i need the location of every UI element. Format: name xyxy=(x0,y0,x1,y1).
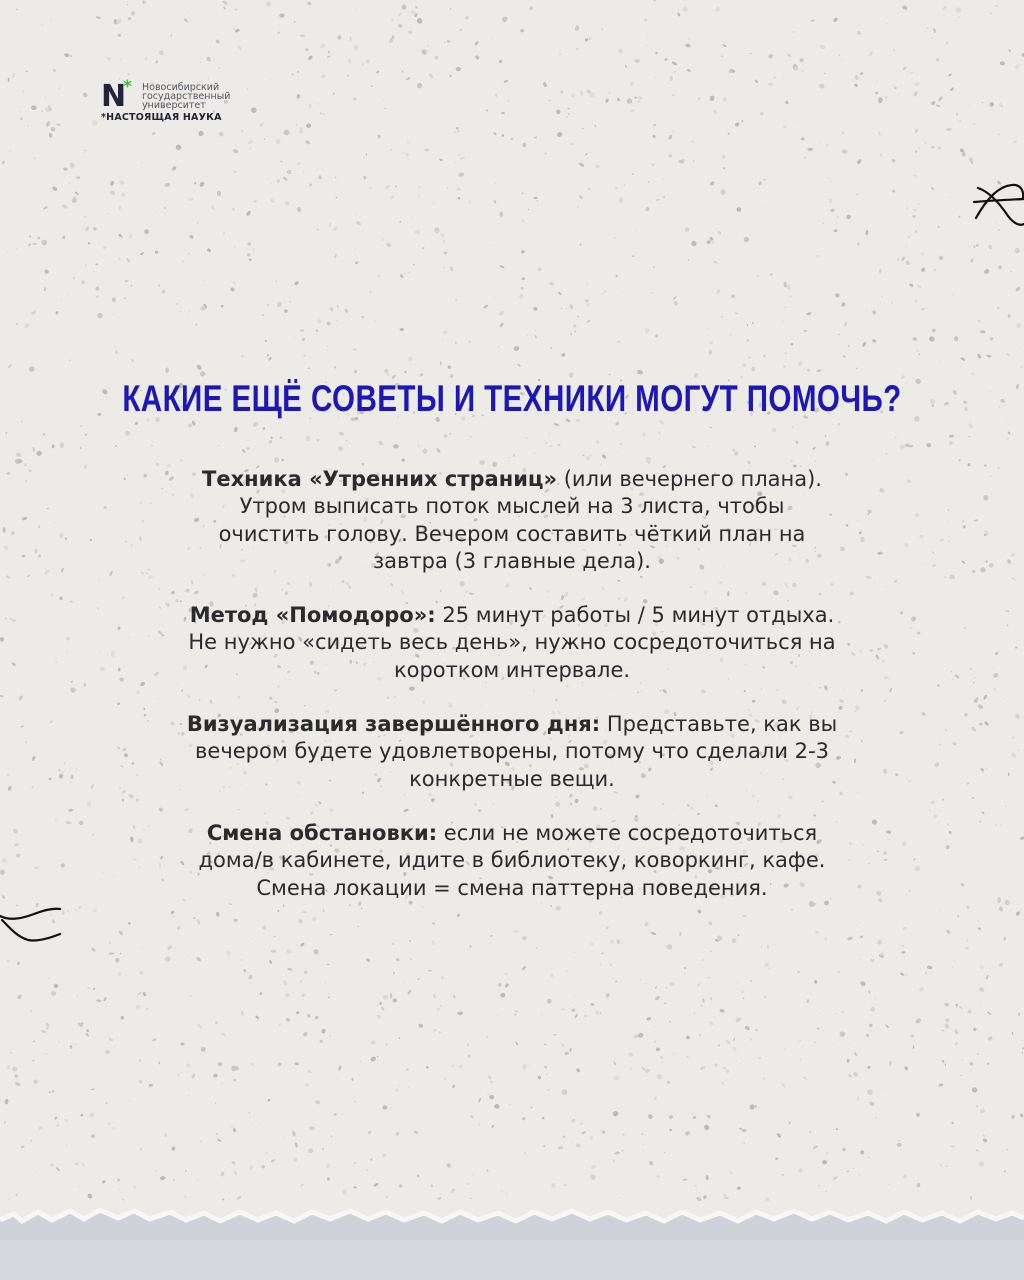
tip-pomodoro xyxy=(132,602,892,684)
tip-text: 25 минут работы / 5 минут отдыха. xyxy=(435,603,835,628)
tip-heading: Визуализация завершённого дня: xyxy=(186,712,601,737)
tip-text: (или вечернего плана). xyxy=(557,467,822,491)
tip-heading: Смена обстановки: xyxy=(206,820,438,845)
logo-letter-n: N xyxy=(101,79,126,114)
squiggle-left-icon xyxy=(0,900,64,950)
tip-text: Смена локации = смена паттерна поведения. xyxy=(256,875,768,900)
page-title: КАКИЕ ЕЩЁ СОВЕТЫ И ТЕХНИКИ МОГУТ ПОМОЧЬ? xyxy=(122,378,902,419)
squiggle-top-right-icon xyxy=(968,180,1024,230)
tip-change-environment xyxy=(132,820,892,902)
tip-text: коротком интервале. xyxy=(393,657,631,682)
university-logo xyxy=(101,77,261,130)
logo-name-line-1: Новосибирский xyxy=(142,82,220,93)
tip-text: Представьте, как вы xyxy=(600,712,838,737)
tip-text: конкретные вещи. xyxy=(409,766,615,791)
tip-text: дома/в кабинете, идите в библиотеку, коворкинг, кафе. xyxy=(198,848,826,873)
logo-name-line-3: университет xyxy=(142,100,206,111)
tip-text: если не можете сосредоточиться xyxy=(437,820,818,845)
tip-text: Не нужно «сидеть весь день», нужно сосредоточиться на xyxy=(188,630,836,655)
tip-heading: Метод «Помодоро»: xyxy=(189,603,436,628)
tip-text: очистить голову. Вечером составить чёткий план на xyxy=(218,521,806,546)
tip-visualization xyxy=(132,711,892,793)
torn-paper-edge xyxy=(0,1190,1024,1280)
tip-heading: Техника «Утренних страниц» xyxy=(202,467,558,491)
tip-text: завтра (3 главные дела). xyxy=(373,548,651,573)
tip-morning-pages xyxy=(132,466,892,575)
tips-content xyxy=(132,466,892,929)
tip-text: Утром выписать поток мыслей на 3 листа, чтобы xyxy=(239,494,785,519)
logo-name-line-2: государственный xyxy=(142,91,231,102)
logo-star-icon: * xyxy=(123,77,132,97)
tip-text: вечером будете удовлетворены, потому что сделали 2-3 xyxy=(195,739,829,764)
logo-tagline: *НАСТОЯЩАЯ НАУКА xyxy=(101,112,222,123)
